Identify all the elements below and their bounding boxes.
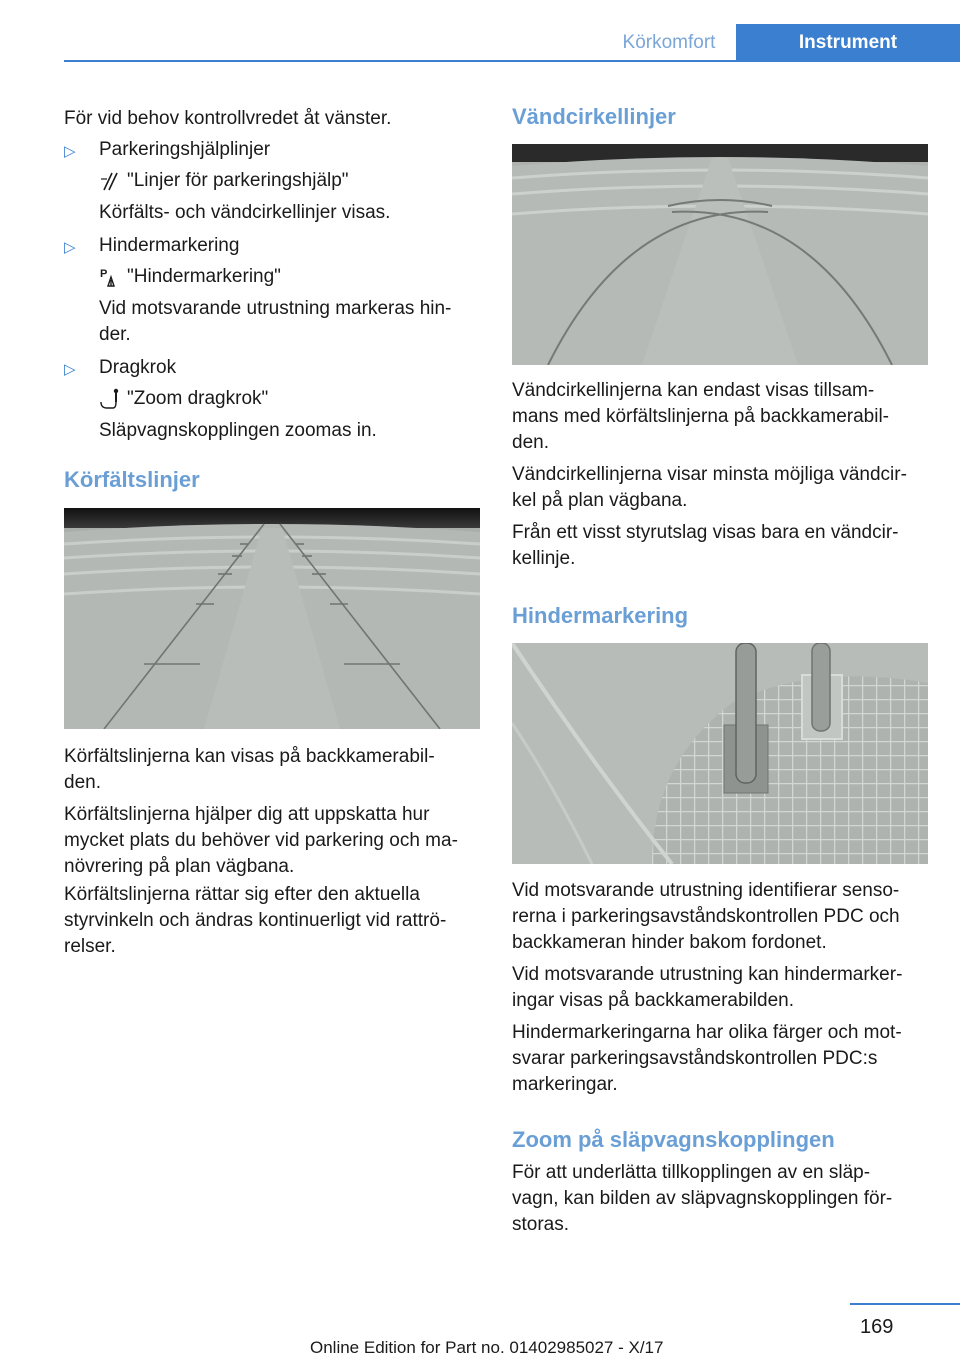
paragraph-line: Vid motsvarande utrustning kan hindermarker-: [512, 964, 903, 985]
obstacle-marking-icon: [99, 266, 121, 288]
menu-label: "Hindermarkering": [127, 266, 281, 287]
paragraph-line: den.: [512, 432, 549, 453]
paragraph-line: Körfältslinjerna hjälper dig att uppskatta hur: [64, 804, 430, 825]
paragraph-line: kel på plan vägbana.: [512, 490, 688, 511]
paragraph-line: vagn, kan bilden av släpvagnskopplingen för-: [512, 1188, 893, 1209]
list-item: [64, 137, 482, 163]
section-title-vandcirkellinjer: Vändcirkellinjer: [512, 104, 676, 129]
header-divider: [64, 60, 960, 62]
lane-lines-camera-image: [64, 508, 480, 729]
page-header: [64, 24, 960, 62]
list-item: [64, 355, 482, 381]
section-title-korfaltslinjer: Körfältslinjer: [64, 467, 200, 492]
page-number: 169: [860, 1316, 894, 1338]
paragraph-line: rerna i parkeringsavståndskontrollen PDC och: [512, 906, 900, 927]
list-item-desc: Släpvagnskopplingen zoomas in.: [99, 420, 377, 441]
intro-text: För vid behov kontrollvredet åt vänster.: [64, 108, 392, 129]
subsection-title-zoom: Zoom på släpvagnskopplingen: [512, 1127, 835, 1152]
paragraph-line: mans med körfältslinjerna på backkamerabil-: [512, 406, 889, 427]
paragraph-line: ingar visas på backkamerabilden.: [512, 990, 794, 1011]
paragraph-line: Vid motsvarande utrustning identifierar senso-: [512, 880, 900, 901]
paragraph-line: storas.: [512, 1214, 570, 1235]
list-item-desc: der.: [99, 324, 131, 345]
tab-instrument[interactable]: Instrument: [736, 24, 960, 62]
paragraph-line: backkameran hinder bakom fordonet.: [512, 932, 827, 953]
bullet-triangle-icon: ▷: [64, 143, 76, 160]
edition-footer: Online Edition for Part no. 01402985027 - X/17: [310, 1338, 664, 1357]
paragraph-line: För att underlätta tillkopplingen av en släp-: [512, 1162, 871, 1183]
paragraph-line: Vändcirkellinjerna visar minsta möjliga vändcir-: [512, 464, 907, 485]
bullet-triangle-icon: ▷: [64, 239, 76, 256]
list-item-desc: Vid motsvarande utrustning markeras hin-: [99, 298, 452, 319]
menu-line: [99, 386, 268, 412]
list-item-title: Dragkrok: [99, 357, 177, 378]
paragraph-line: relser.: [64, 936, 116, 957]
menu-label: "Zoom dragkrok": [127, 388, 269, 409]
paragraph-line: kellinje.: [512, 548, 576, 569]
svg-text:P: P: [100, 268, 108, 280]
bullet-triangle-icon: ▷: [64, 361, 76, 378]
paragraph-line: Körfältslinjerna rättar sig efter den aktuella: [64, 884, 420, 905]
paragraph-line: növrering på plan vägbana.: [64, 856, 295, 877]
tab-korkomfort[interactable]: Körkomfort: [622, 32, 716, 53]
menu-label: "Linjer för parkeringshjälp": [127, 170, 349, 191]
list-item-desc: Körfälts- och vändcirkellinjer visas.: [99, 202, 391, 223]
paragraph-line: Från ett visst styrutslag visas bara en vändcir-: [512, 522, 899, 543]
menu-line: [99, 168, 349, 194]
list-item-title: Parkeringshjälplinjer: [99, 139, 271, 160]
paragraph-line: svarar parkeringsavståndskontrollen PDC:s: [512, 1048, 878, 1069]
paragraph-line: Vändcirkellinjerna kan endast visas tillsam-: [512, 380, 875, 401]
paragraph-line: styrvinkeln och ändras kontinuerligt vid rattrö-: [64, 910, 447, 931]
menu-line: [99, 264, 281, 290]
turning-circle-camera-image: [512, 144, 928, 365]
parking-lines-icon: [99, 170, 121, 192]
list-item: [64, 233, 482, 259]
paragraph-line: den.: [64, 772, 101, 793]
list-item-title: Hindermarkering: [99, 235, 240, 256]
paragraph-line: markeringar.: [512, 1074, 618, 1095]
paragraph-line: Hindermarkeringarna har olika färger och mot-: [512, 1022, 902, 1043]
section-title-hindermarkering: Hindermarkering: [512, 603, 689, 628]
obstacle-marking-camera-image: [512, 643, 928, 864]
paragraph-line: mycket plats du behöver vid parkering och ma-: [64, 830, 458, 851]
paragraph-line: Körfältslinjerna kan visas på backkamerabil-: [64, 746, 435, 767]
tow-hook-icon: [99, 388, 121, 410]
footer-divider: [850, 1303, 960, 1305]
